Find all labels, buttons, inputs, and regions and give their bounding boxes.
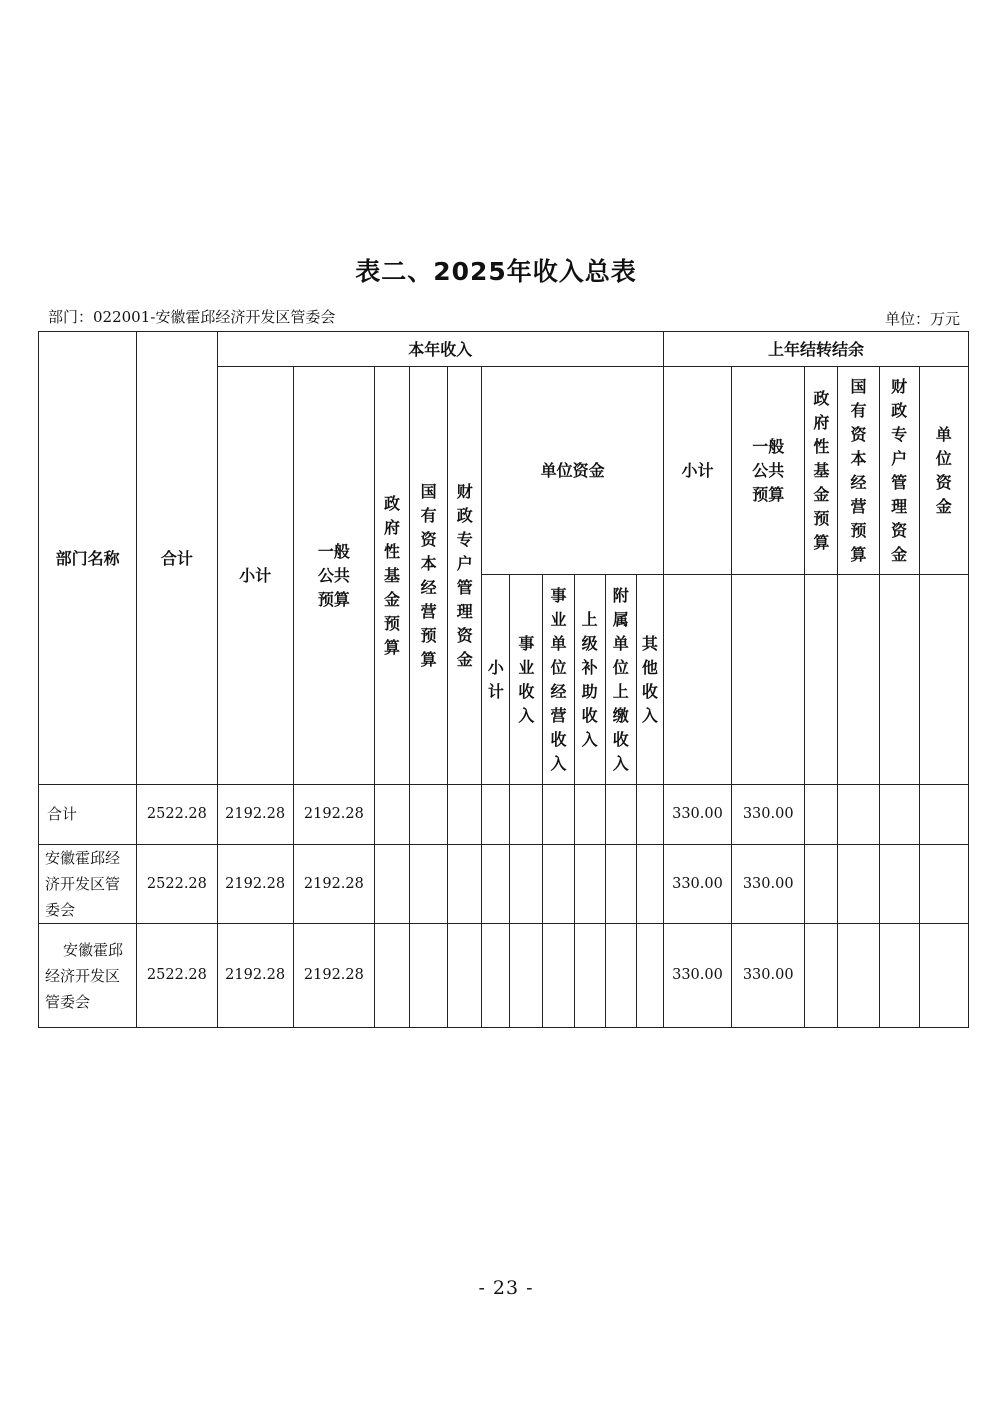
header-gov-fund-budget: 政府性基金预算 [375, 367, 410, 785]
table-title: 表二、2025年收入总表 [355, 257, 637, 286]
header-carry-fiscal-special-account: 财政专户管理资金 [879, 367, 919, 575]
row-carry-general-public-budget: 330.00 [732, 845, 805, 924]
header-business-income: 事业收入 [510, 575, 543, 785]
header-subtotal: 小计 [217, 367, 293, 785]
header-carry-state-capital-budget: 国有资本经营预算 [838, 367, 879, 575]
row-carry-subtotal: 330.00 [663, 924, 731, 1028]
header-affiliated-unit-income: 附属单位上缴收入 [605, 575, 636, 785]
income-summary-table [38, 331, 969, 1028]
header-dept-name: 部门名称 [39, 332, 137, 785]
row-total: 2522.28 [137, 845, 217, 924]
table-row [39, 845, 969, 924]
row-name: 安徽霍邱经济开发区管委会 [39, 845, 137, 924]
row-general-public-budget: 2192.28 [293, 785, 374, 845]
row-total: 2522.28 [137, 785, 217, 845]
row-carry-subtotal: 330.00 [663, 845, 731, 924]
row-subtotal: 2192.28 [217, 924, 293, 1028]
header-superior-subsidy-income: 上级补助收入 [574, 575, 605, 785]
header-carry-subtotal: 小计 [663, 367, 731, 575]
row-carry-general-public-budget: 330.00 [732, 785, 805, 845]
header-total: 合计 [137, 332, 217, 785]
empty-cell [879, 575, 919, 785]
header-prior-year-carryover: 上年结转结余 [663, 332, 968, 367]
department-label: 部门：022001-安徽霍邱经济开发区管委会 [48, 308, 336, 326]
header-general-public-budget: 一般公共预算 [293, 367, 374, 785]
empty-cell [663, 575, 731, 785]
row-subtotal: 2192.28 [217, 845, 293, 924]
page-number: - 23 - [478, 1277, 534, 1299]
header-business-operating-income: 事业单位经营收入 [543, 575, 574, 785]
row-name: 合计 [39, 785, 137, 845]
header-unit-funds: 单位资金 [482, 367, 664, 575]
row-general-public-budget: 2192.28 [293, 845, 374, 924]
header-state-capital-budget: 国有资本经营预算 [410, 367, 448, 785]
header-carry-unit-funds: 单位资金 [919, 367, 968, 575]
unit-label: 单位：万元 [884, 310, 960, 328]
table-row [39, 924, 969, 1028]
header-carry-gov-fund-budget: 政府性基金预算 [805, 367, 838, 575]
row-subtotal: 2192.28 [217, 785, 293, 845]
header-current-year-income: 本年收入 [217, 332, 663, 367]
empty-cell [732, 575, 805, 785]
table-row [39, 785, 969, 845]
row-carry-general-public-budget: 330.00 [732, 924, 805, 1028]
header-fiscal-special-account: 财政专户管理资金 [448, 367, 482, 785]
header-other-income: 其他收入 [636, 575, 663, 785]
row-carry-subtotal: 330.00 [663, 785, 731, 845]
empty-cell [838, 575, 879, 785]
empty-cell [919, 575, 968, 785]
empty-cell [805, 575, 838, 785]
row-total: 2522.28 [137, 924, 217, 1028]
row-name: 安徽霍邱经济开发区管委会 [39, 924, 137, 1028]
row-general-public-budget: 2192.28 [293, 924, 374, 1028]
header-carry-general-public-budget: 一般公共预算 [732, 367, 805, 575]
header-unit-subtotal: 小计 [482, 575, 510, 785]
